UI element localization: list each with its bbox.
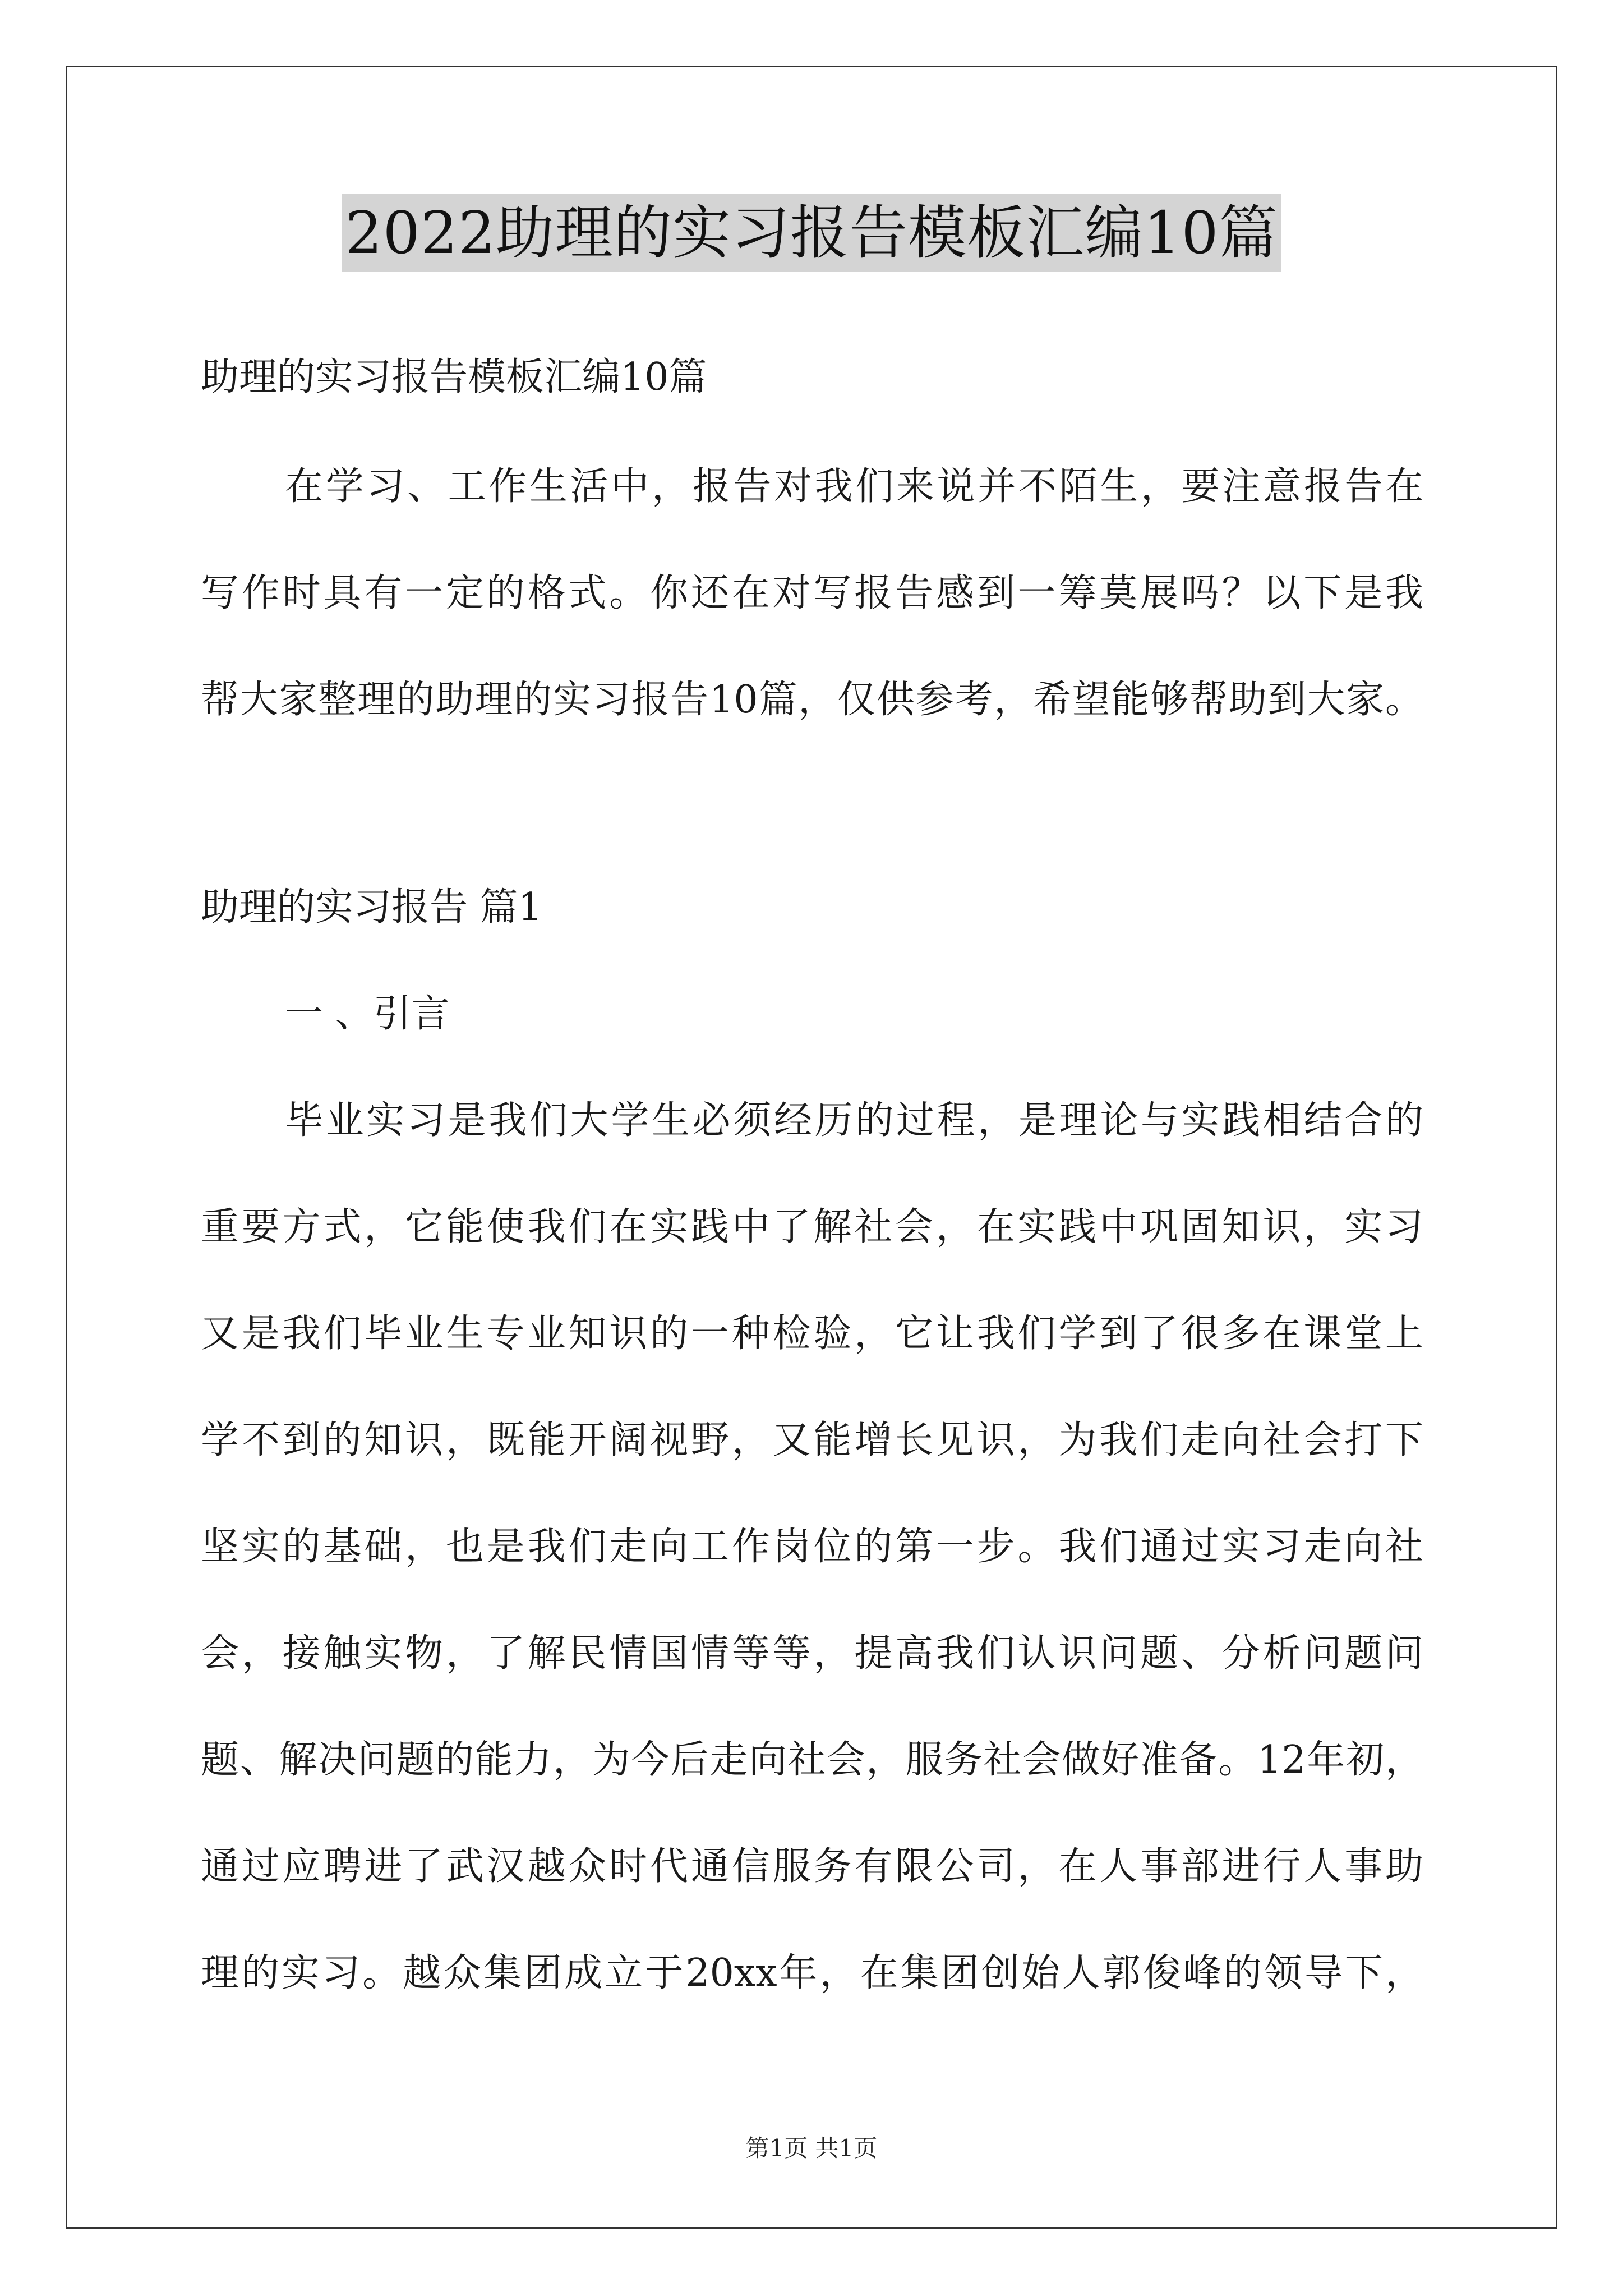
body-line: 重要方式，它能使我们在实践中了解社会，在实践中巩固知识，实习 (201, 1205, 1423, 1249)
page-footer: 第1页 共1页 (745, 2134, 878, 2162)
intro-line: 写作时具有一定的格式。你还在对写报告感到一筹莫展吗？以下是我 (201, 571, 1423, 615)
section-heading: 助理的实习报告 篇1 (201, 885, 542, 930)
document-subtitle: 助理的实习报告模板汇编10篇 (201, 355, 707, 399)
body-line: 毕业实习是我们大学生必须经历的过程，是理论与实践相结合的 (285, 1098, 1423, 1143)
intro-line: 在学习、工作生活中，报告对我们来说并不陌生，要注意报告在 (285, 464, 1423, 509)
document-title: 2022助理的实习报告模板汇编10篇 (342, 194, 1281, 272)
title-wrap (0, 194, 1623, 272)
body-line: 理的实习。越众集团成立于20xx年，在集团创始人郭俊峰的领导下， (201, 1951, 1423, 1995)
body-line: 会，接触实物，了解民情国情等等，提高我们认识问题、分析问题问 (201, 1631, 1423, 1676)
body-line: 坚实的基础，也是我们走向工作岗位的第一步。我们通过实习走向社 (201, 1525, 1423, 1569)
body-line: 题、解决问题的能力，为今后走向社会，服务社会做好准备。12年初， (201, 1738, 1423, 1782)
body-line: 学不到的知识，既能开阔视野，又能增长见识，为我们走向社会打下 (201, 1418, 1423, 1462)
body-line: 又是我们毕业生专业知识的一种检验，它让我们学到了很多在课堂上 (201, 1312, 1423, 1356)
body-line: 通过应聘进了武汉越众时代通信服务有限公司，在人事部进行人事助 (201, 1844, 1423, 1889)
subsection-heading: 一 、引言 (285, 992, 450, 1036)
intro-line: 帮大家整理的助理的实习报告10篇，仅供参考，希望能够帮助到大家。 (201, 678, 1423, 722)
